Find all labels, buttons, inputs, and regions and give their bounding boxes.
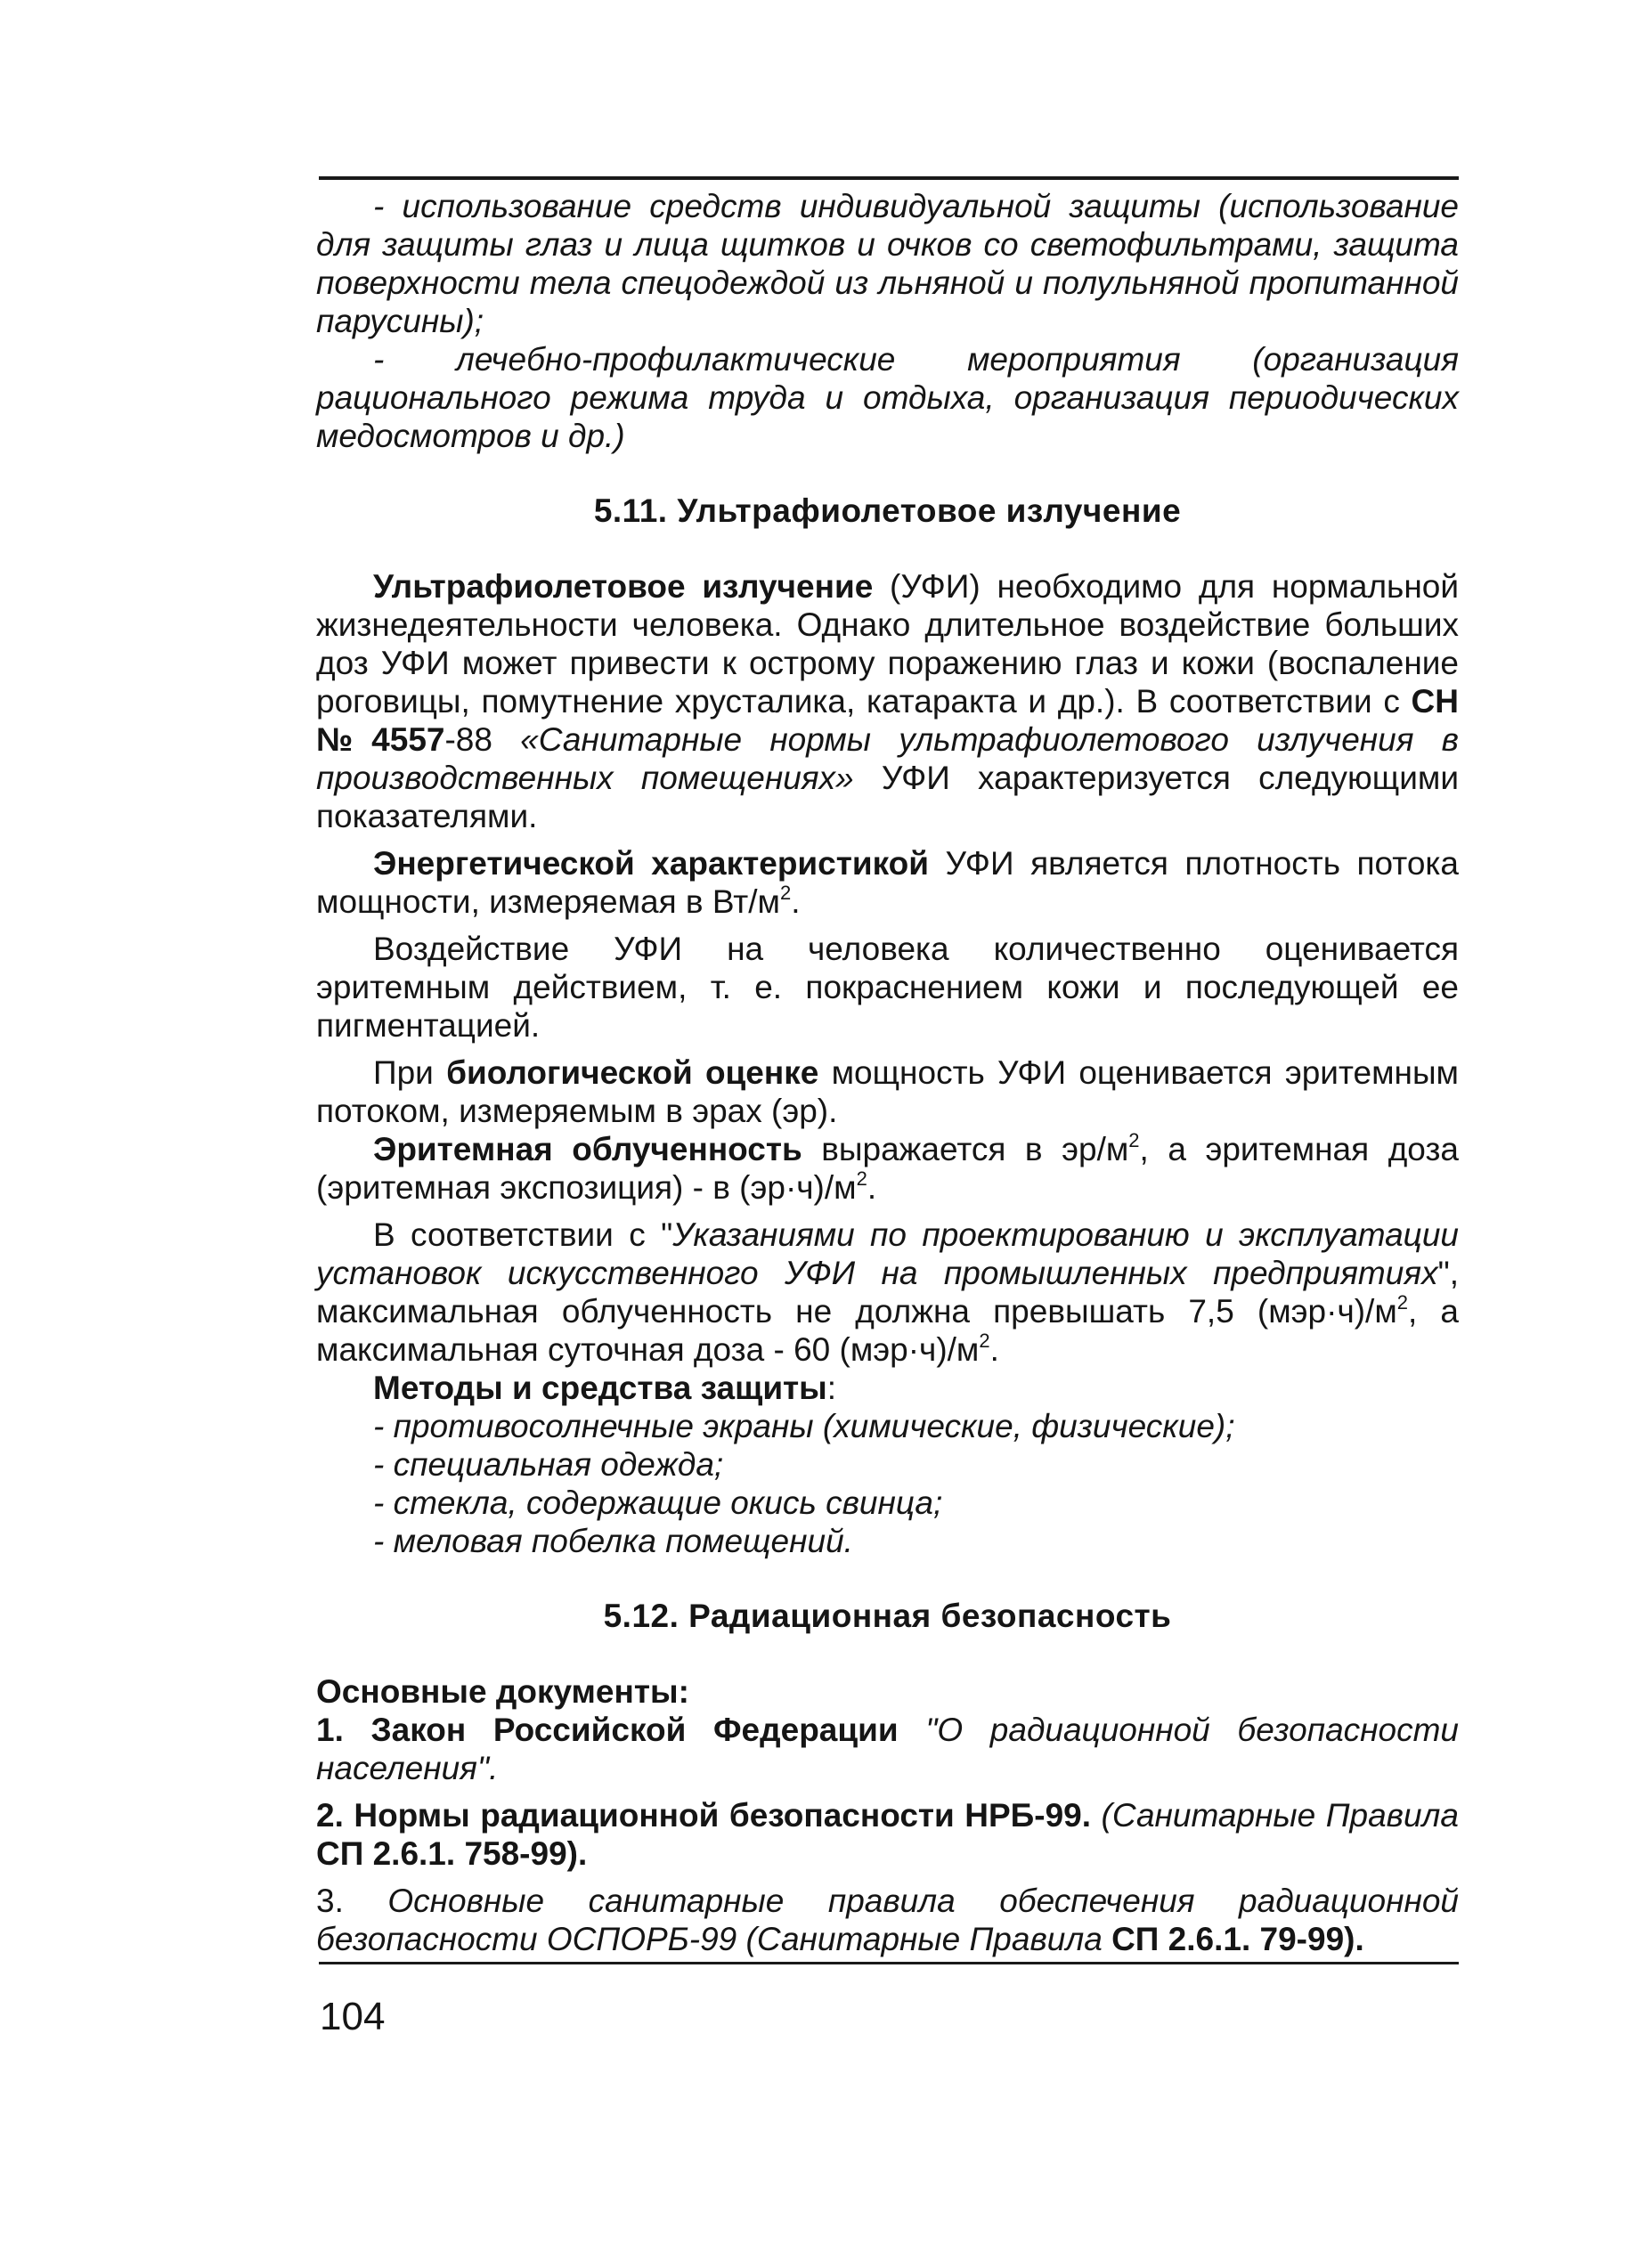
methods-title: Методы и средства защиты: <box>373 1370 837 1406</box>
doc-item-3: 3. Основные санитарные правила обеспечения радиационной безопасности ОСПОРБ-99 (Санитарные Правила СП 2.6.1. 79-99). <box>316 1883 1460 1957</box>
content-column <box>316 187 1459 1958</box>
uv-intro-paragraph: Ультрафиолетовое излучение (УФИ) необходимо для нормальной жизнедеятельности человека. Однако длительное воздействие больших доз УФИ может привести к острому поражению глаз и кожи (воспаление роговицы, помутнение хрусталика, катаракта и др.). В соответствии с СН №4557-88 «Санитарные нормы ультрафиолетового излучения в производственных помещениях» УФИ характеризуется следующими показателями. <box>316 568 1459 834</box>
section-heading-5-12: 5.12. Радиационная безопасность <box>603 1598 1172 1634</box>
erythema-paragraph: Воздействие УФИ на человека количественно оценивается эритемным действием, т. е. покраснением кожи и последующей ее пигментацией. <box>316 931 1459 1044</box>
intro-item-2: - лечебно-профилактические мероприятия (организация рационального режима труда и отдыха, организация периодических медосмотров и др.) <box>316 341 1459 454</box>
method-item: - противосолнечные экраны (химические, физические); <box>373 1408 1235 1444</box>
docs-title: Основные документы: <box>316 1673 689 1710</box>
term-irradiance: Эритемная облученность <box>373 1131 802 1167</box>
term-uv: Ультрафиолетовое излучение <box>373 568 874 605</box>
section-heading-5-11: 5.11. Ультрафиолетовое излучение <box>593 492 1182 529</box>
top-rule <box>319 176 1459 180</box>
guidelines-paragraph: В соответствии с "Указаниями по проектированию и эксплуатации установок искусственного УФИ на промышленных предприятиях", максимальная облученность не должна превышать 7,5 $(мэр\cdot ч)/м^2$, а максимальная суточная доза - 60 $(мэр\cdot ч)/м^2$. <box>316 1216 1459 1368</box>
method-item: - специальная одежда; <box>373 1446 724 1483</box>
sn-code: СН №4557 <box>316 683 1459 758</box>
page-number: 104 <box>320 1995 386 2038</box>
bottom-rule <box>319 1962 1459 1964</box>
biological-paragraph: При биологической оценке мощность УФИ оценивается эритемным потоком, измеряемым в эрах (эр). <box>316 1054 1459 1129</box>
energy-paragraph: Энергетической характеристикой УФИ является плотность потока мощности, измеряемая в $Вт/м^2$. <box>316 845 1459 920</box>
doc-item-1: 1. Закон Российской Федерации "О радиационной безопасности населения". <box>316 1712 1459 1786</box>
sn-title: «Санитарные нормы ультрафиолетового излучения в производственных помещениях» <box>316 721 1459 796</box>
term-biological: биологической оценке <box>446 1054 819 1091</box>
term-energy: Энергетической характеристикой <box>373 845 929 882</box>
doc-item-2: 2. Нормы радиационной безопасности НРБ-99. (Санитарные Правила СП 2.6.1. 758-99). <box>316 1797 1459 1872</box>
irradiance-paragraph: Эритемная облученность выражается в $эр/м^2$, а эритемная доза (эритемная экспозиция) - в $(эр\cdot ч)/м^2$. <box>316 1128 1459 1206</box>
method-item: - меловая побелка помещений. <box>373 1523 853 1559</box>
guidelines-title: Указаниями по проектированию и эксплуатации установок искусственного УФИ на промышленных предприятиях <box>316 1216 1459 1291</box>
intro-item-1: - использование средств индивидуальной защиты (использование для защиты глаз и лица щитков и очков со светофильтрами, защита поверхности тела спецодеждой из льняной и полульняной пропитанной парусины); <box>316 188 1459 339</box>
method-item: - стекла, содержащие окись свинца; <box>373 1484 943 1521</box>
